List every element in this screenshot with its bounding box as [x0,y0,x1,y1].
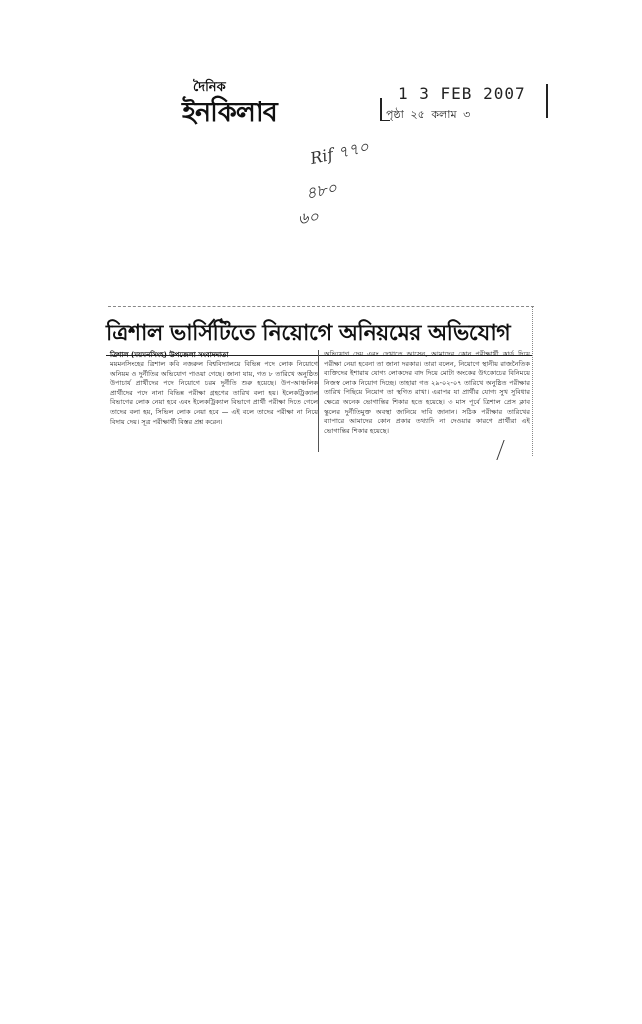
handwritten-note-1: Rif ৭৭০ [308,137,371,168]
article-column-1: ময়মনসিংহের ত্রিশাল কবি নজরুল বিশ্ববিদ্যালয়ে বিভিন্ন পদে লোক নিয়োগে অনিয়ম ও দুর্নীতির অভিযোগ পাওয়া গেছে। জানা যায়, গত ৮ তারিখে অনুষ্ঠিত উপাচার্য প্রার্থীদের পদে নিয়োগে চরম দুর্নীতি শুরু হয়েছে। উপ-আঞ্চলিক প্রার্থীদের পদে নানা বিভিন্ন পরীক্ষা গ্রহণের তারিখ বলা হয়। ইলেকট্রিক্যাল বিভাগের লোক নেয়া হবে এবং ইলেকট্রিক্যাল বিভাগে প্রার্থী পরীক্ষা দিতে গেলে তাদের বলা হয়, সিভিল লোক নেয়া হবে — এই বলে তাদের পরীক্ষা না নিয়ে বিদায় দেয়। সূত্র পরীক্ষার্থী বিস্তর প্রশ্ন করেন। [110,360,318,426]
column-divider [318,350,319,452]
masthead-label: দৈনিক [193,80,226,95]
article-column-2: অভিযোগ দেয় এবং দেখাতে আসেন, আমাদের কোন পরীক্ষার্থী কার্ড দিয়ে পরীক্ষা নেয়া হবেনা তা জানা দরকার। তারা বলেন, নিয়োগে স্থানীয় রাজনৈতিক ব্যক্তিদের ইশারায় যোগ্য লোকদের বাদ দিয়ে মোটা অংকের উৎকোচের বিনিময়ে নিজস্ব লোক নিয়োগ দিচ্ছে। তাহারা গত ২৯-০২-০৭ তারিখে অনুষ্ঠিত পরীক্ষার তারিখ পিছিয়ে নিয়োগ তা স্থগিত রাখা। এরাপর যা প্রার্থীর যোগ্য সুখ সুবিধার ক্ষেত্রে অনেক ভোগান্তির শিকার হতে হয়েছে। ৩ মাস পূর্বে ত্রিশাল প্রেস ক্লাব স্কুলের দুর্নীতিমুক্ত অবস্থা জানিয়ে দাবি জানান। সঠিক পরীক্ষার তারিখের ব্যাপারে আমাদের কোন প্রকার তথ্যাদি না দেওয়ার কারণে প্রার্থীরা এই ভোগান্তির শিকার হয়েছে। [324,350,530,435]
date-stamp [378,84,553,124]
stamp-bracket-right [540,84,548,118]
newspaper-name: ইনকিলাব [182,97,277,128]
news-clipping [102,302,534,462]
pen-mark [496,440,528,460]
clipping-top-edge [108,306,534,307]
stamp-date: 1 3 FEB 2007 [398,84,526,103]
stamp-page-line: পৃষ্ঠা ২৫ কলাম ৩ [386,108,471,121]
article-byline: ত্রিশাল (ময়মনসিংহ) উপজেলা সংবাদদাতা [110,351,229,359]
article-headline: ত্রিশাল ভার্সিটিতে নিয়োগে অনিয়মের অভিযোগ [106,316,532,356]
clipping-right-edge [532,306,533,456]
handwritten-note-3: ৬০ [296,206,320,229]
handwritten-note-2: ৪৮০ [304,177,339,204]
